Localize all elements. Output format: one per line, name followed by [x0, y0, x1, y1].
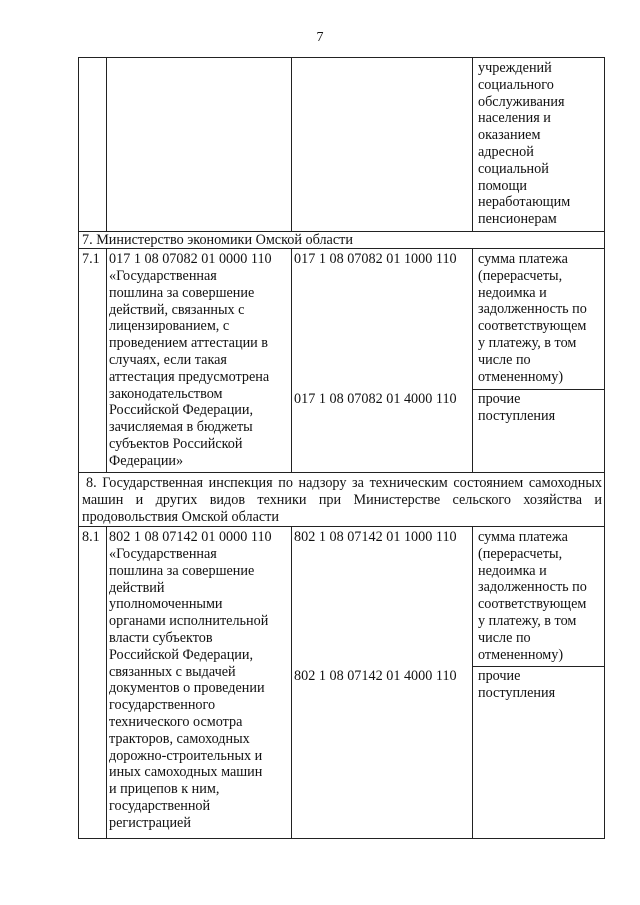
- table-rule: [291, 248, 292, 472]
- continued-row-description: учреждений социального обслуживания населения и оказанием адресной социальной помощи неработающим пенсионерам: [478, 60, 571, 228]
- sub-code-description: сумма платежа (перерасчеты, недоимка и задолженность по соответствующем у платежу, в том числе по отмененному): [478, 251, 587, 385]
- table-rule: [78, 526, 605, 527]
- row-number: 8.1: [82, 529, 100, 545]
- sub-code-description: прочие поступления: [478, 668, 556, 701]
- table-rule: [106, 248, 107, 472]
- table-rule: [106, 526, 107, 838]
- table-rule: [472, 389, 605, 390]
- sub-code: 802 1 08 07142 01 4000 110: [294, 668, 457, 684]
- row-number: 7.1: [82, 251, 100, 267]
- table-rule: [472, 57, 473, 231]
- sub-code-description: прочие поступления: [478, 391, 556, 424]
- table-rule: [106, 57, 107, 231]
- section-title: 7. Министерство экономики Омской области: [82, 232, 353, 248]
- sub-code: 802 1 08 07142 01 1000 110: [294, 529, 457, 545]
- table-rule: [472, 666, 605, 667]
- table-rule: [472, 526, 473, 838]
- table-rule: [78, 57, 79, 838]
- table-rule: [78, 838, 605, 839]
- main-name: «Государственная пошлина за совершение действий уполномоченными органами исполнительной власти субъектов Российской Федерации, связанных с выдачей документов о проведении государственного технического осмотра тракторов, самоходных дорожно-строительных и иных самоходных машин и прицепов к ним, государственной регистрацией: [109, 546, 269, 831]
- main-name: «Государственная пошлина за совершение действий, связанных с лицензированием, с проведением аттестации в случаях, если такая аттестация предусмотрена законодательством Российской Федерации, зачисляемая в бюджеты субъектов Российской Федерации»: [109, 268, 270, 469]
- table-rule: [78, 57, 605, 58]
- sub-code: 017 1 08 07082 01 1000 110: [294, 251, 457, 267]
- section-title: 8. Государственная инспекция по надзору за техническим состоянием самоходных машин и других видов техники при Министерстве сельского хозяйства и продовольствия Омской области: [82, 475, 602, 525]
- main-code: 017 1 08 07082 01 0000 110: [109, 251, 272, 267]
- table-rule: [78, 472, 605, 473]
- main-code: 802 1 08 07142 01 0000 110: [109, 529, 272, 545]
- table-rule: [604, 57, 605, 838]
- table-rule: [472, 248, 473, 472]
- sub-code-description: сумма платежа (перерасчеты, недоимка и задолженность по соответствующем у платежу, в том числе по отмененному): [478, 529, 587, 663]
- sub-code: 017 1 08 07082 01 4000 110: [294, 391, 457, 407]
- table-rule: [291, 526, 292, 838]
- page-number: 7: [316, 30, 324, 45]
- table-rule: [291, 57, 292, 231]
